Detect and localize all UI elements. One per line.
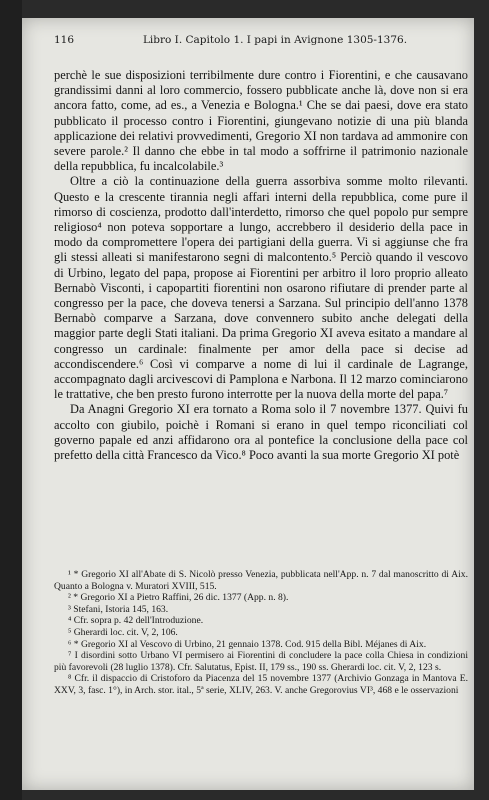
book-binding-edge [0,0,22,800]
running-title: Libro I. Capitolo 1. I papi in Avignone 1305-1376. [142,34,408,46]
book-page [22,18,474,790]
footnotes [54,569,468,697]
main-text [54,68,468,463]
footnote: ⁸ Cfr. il dispaccio di Cristoforo da Piacenza del 15 novembre 1377 (Archivio Gonzaga in Mantova E. XXV, 3, fasc. 1°), in Arch. stor. ital., 5ª serie, XLIV, 263. V. anche Gregorovius VI³, 468 e le osservazioni [54,673,468,696]
footnote: ⁷ I disordini sotto Urbano VI permisero ai Fiorentini di concludere la pace colla Chiesa in condizioni più favorevoli (28 luglio 1378). Cfr. Salutatus, Epist. II, 179 ss., 190 ss. Gherardi loc. cit. V, 2, 123 s. [54,650,468,673]
footnote: ⁴ Cfr. sopra p. 42 dell'Introduzione. [68,615,204,627]
footnote: ¹ * Gregorio XI all'Abate di S. Nicolò presso Venezia, pubblicata nell'App. n. 7 dal manoscritto di Aix. Quanto a Bologna v. Muratori XVIII, 515. [54,569,468,592]
paragraph: Da Anagni Gregorio XI era tornato a Roma solo il 7 novembre 1377. Quivi fu accolto con giubilo, poichè i Romani si erano in quel tempo riconciliati col governo papale ed anzi affidarono ora al pontefice la conclusione della pace col prefetto della città Francesco da Vico.⁸ Poco avanti la sua morte Gregorio XI potè [54,402,468,463]
paragraph: perchè le sue disposizioni terribilmente dure contro i Fiorentini, e che causavano grandissimi danni al loro commercio, fossero pubblicate anche là, dove non si era ancora fatto, come, ad es., a Venezia e Bologna.¹ Che se dai paesi, dove era stato pubblicato il processo contro i Fiorentini, giungevano notizie di una più blanda applicazione dei relativi provvedimenti, Gregorio XI non tardava ad ammonire con severe parole.² Il danno che ebbe in tal modo a soffrirne il patrimonio nazionale della repubblica, fu incalcolabile.³ [54,68,468,174]
paragraph: Oltre a ciò la continuazione della guerra assorbiva somme molto rilevanti. Questo e la crescente tirannia negli affari interni della repubblica, come pure il rimorso di coscienza, prodotto dall'interdetto, rimorso che quel popolo pur sempre religioso⁴ non poteva sopportare a lungo, accrebbero il desiderio della pace in modo da compromettere l'opera dei partigiani della guerra. Vi si aggiunse che fra gli stessi alleati si manifestarono segni di malcontento.⁵ Perciò quando il vescovo di Urbino, legato del papa, propose ai Fiorentini per arbitro il loro proprio alleato Bernabò Visconti, i capopartiti fiorentini non osarono rifiutare di prender parte al congresso per la pace, che doveva tenersi a Sarzana. Sul principio dell'anno 1378 Bernabò comparve a Sarzana, dove convennero subito anche delegati della maggior parte degli Stati italiani. Da prima Gregorio XI aveva esitato a mandare al congresso un cardinale: finalmente per amor della pace si decise ad accondiscendere.⁶ Così vi comparve a nome di lui il cardinale de Lagrange, accompagnato dagli arcivescovi di Pamplona e Narbona. Il 12 marzo cominciarono le trattative, che ben presto furono interrotte per la nuova della morte del papa.⁷ [54,174,468,402]
footnote: ⁵ Gherardi loc. cit. V, 2, 106. [68,626,178,638]
running-header [54,34,456,46]
footnote: ³ Stefani, Istoria 145, 163. [68,603,169,615]
footnote: ⁶ * Gregorio XI al Vescovo di Urbino, 21 gennaio 1378. Cod. 915 della Bibl. Méjanes di Aix. [68,638,427,650]
footnote: ² * Gregorio XI a Pietro Raffini, 26 dic. 1377 (App. n. 8). [68,592,289,604]
page-number: 116 [54,34,75,46]
